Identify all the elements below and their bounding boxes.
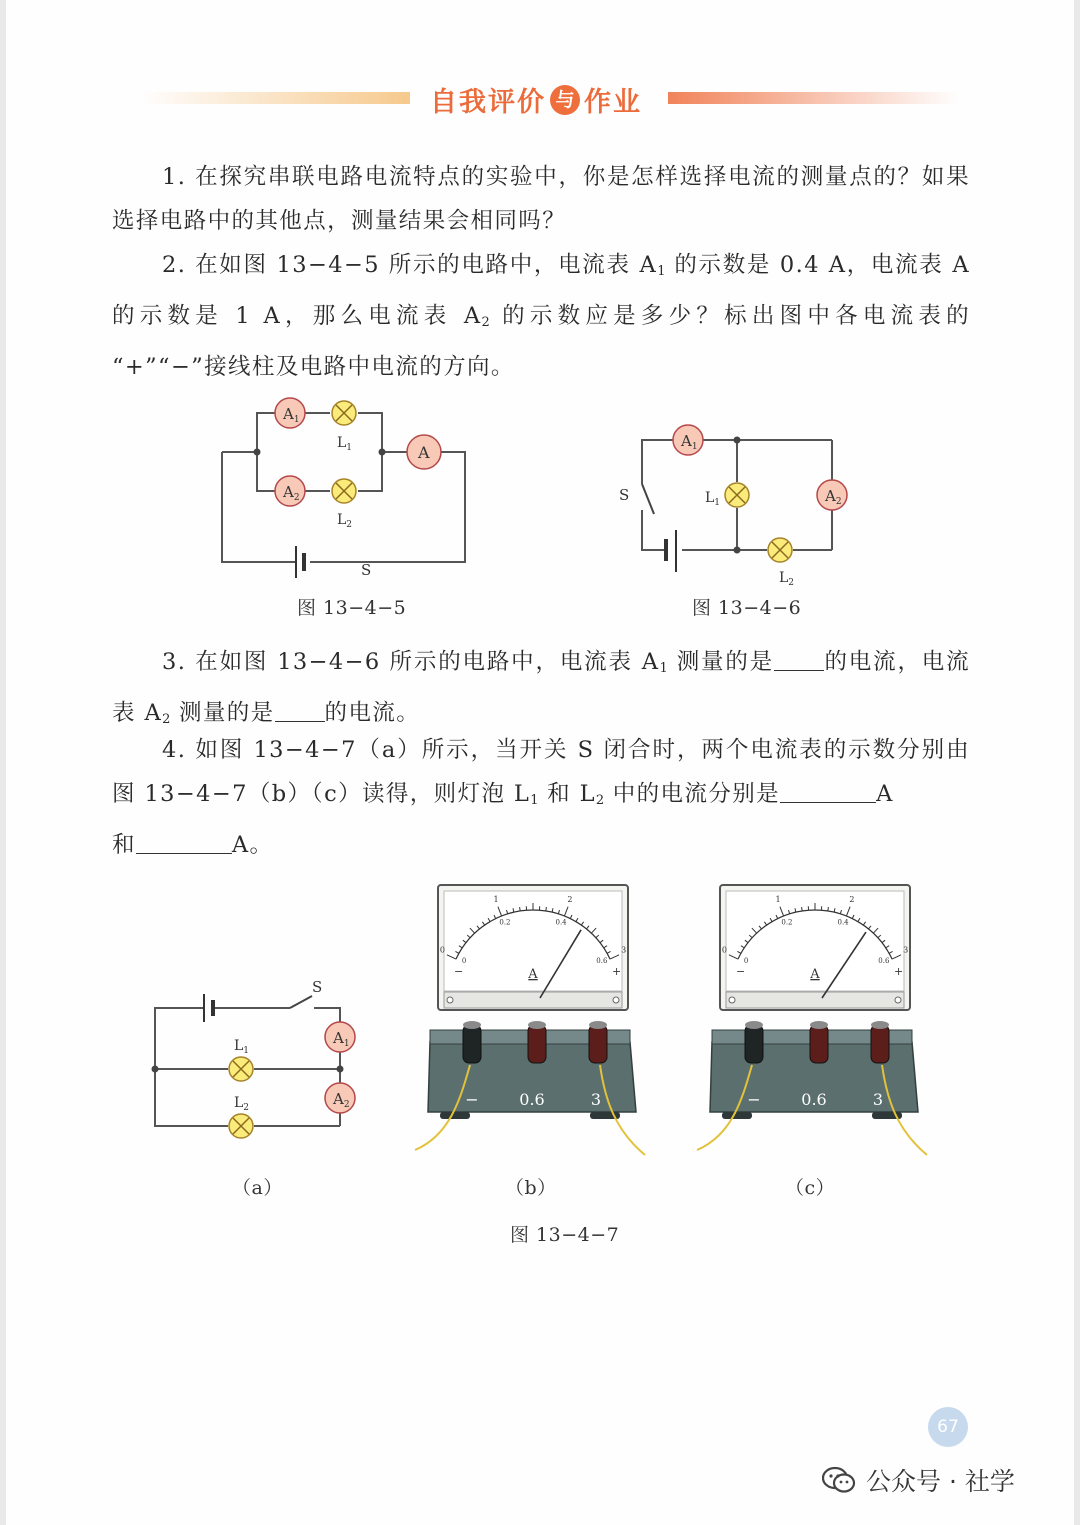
terminal-cap [810,1021,828,1029]
header-bar-left [140,92,410,104]
scale-label-bottom: 0.2 [499,918,511,927]
lamp-l2 [768,538,794,588]
meter-foot [440,1112,470,1119]
scale-label-top: 0 [439,945,445,955]
svg-text:A2: $A_2$ [333,1090,350,1110]
scale-tick [520,907,521,911]
ammeter-a1 [275,398,305,428]
terminal-post [810,1025,828,1063]
scale-label-bottom: 0 [743,956,749,965]
question-3-sub-2: 2 [162,712,171,727]
ammeter-a2 [275,476,305,506]
lamp-l1 [705,483,749,508]
question-4-text-3: 中的电流分别是 [604,781,781,807]
scale-label-top: 2 [849,895,855,905]
scale-label-top: 1 [493,895,499,905]
section-title-connector-badge: 与 [550,85,580,115]
svg-text:A2: $A_2$ [825,487,842,507]
svg-text:A: A [418,443,430,462]
meter-grille [444,992,622,1008]
answer-blank[interactable] [774,652,824,671]
terminal-post [871,1025,889,1063]
question-3 [112,640,970,742]
scale-label-bottom: 0.6 [878,956,890,965]
terminal-post [745,1025,763,1063]
circuit-diagram-13-4-7a [140,970,370,1145]
scale-label-bottom: 0.4 [555,918,567,927]
scale-label-bottom: 0 [461,956,467,965]
scale-label-top: 0 [721,945,727,955]
answer-blank[interactable] [136,835,232,854]
minus-label: − [736,965,746,978]
question-4 [112,728,970,867]
terminal-cap [463,1021,481,1029]
question-4-text-1: 4. 如图 13−4−7（a）所示，当开关 S 闭合时，两个电流表的示数分别由图 13−4−7（b）（c）读得，则灯泡 L [112,737,970,807]
ammeter-a [407,435,441,469]
terminal-cap [745,1021,763,1029]
terminal-cap [528,1021,546,1029]
svg-text:A1: $A_1$ [681,432,698,452]
ammeter-illustration-b [410,880,650,1165]
question-3-text-5: 的电流。 [324,700,421,726]
lamp-l1 [229,1038,253,1081]
question-4-sub-1: 1 [530,793,539,808]
scale-label-bottom: 0.6 [596,956,608,965]
question-2-text-3: 的示数应是多少？标出图中各电流表的 “+”“−”接线柱及电路中电流的方向。 [112,303,970,380]
ammeter-a2 [817,480,847,510]
page-edge-left [0,0,6,1525]
question-3-text-1: 3. 在如图 13−4−6 所示的电路中，电流表 A [162,649,660,675]
question-2-sub-2: 2 [481,315,490,330]
page-edge-right [1074,0,1080,1525]
terminal-label: 0.6 [801,1090,827,1109]
svg-text:L1: $L_1$ [705,490,721,508]
plus-label: + [894,965,904,978]
figure-label-a: （a） [232,1177,283,1199]
question-1 [112,155,970,243]
scale-tick [546,907,547,911]
question-2 [112,243,970,389]
question-4-text-2: 和 L [538,781,596,807]
terminal-post [528,1025,546,1063]
scale-tick [828,907,829,911]
meter-unit-label: A [528,967,538,982]
minus-label: − [454,965,464,978]
terminal-post [589,1025,607,1063]
ammeter-a1 [673,425,703,455]
svg-text:L2: $L_2$ [779,570,795,588]
ammeter-a1 [325,1022,355,1052]
svg-text:A1: $A_1$ [333,1029,350,1049]
svg-text:L1: $L_1$ [337,435,353,453]
svg-text:L2: $L_2$ [337,512,353,530]
section-title-part2: 作业 [584,87,642,118]
watermark [822,1462,1015,1498]
terminal-cap [871,1021,889,1029]
ammeter-illustration-c [692,880,932,1165]
svg-text:L1: $L_1$ [234,1038,250,1056]
lamp-l2 [332,479,356,530]
terminal-post [463,1025,481,1063]
terminal-label: 0.6 [519,1090,545,1109]
scale-tick [802,907,803,911]
scale-label-bottom: 0.2 [781,918,793,927]
section-title [430,80,642,119]
meter-unit-label: A [810,967,820,982]
section-title-part1: 自我评价 [430,87,546,118]
screw [613,997,619,1003]
circuit-diagram-13-4-6 [610,420,860,595]
question-2-text-2: 的示数是 0.4 A，电流表 A 的示数是 1 A，那么电流表 A [112,252,970,329]
scale-label-bottom: 0.4 [837,918,849,927]
meter-foot [722,1112,752,1119]
question-4-text-4: A [876,781,894,807]
figure-label-c: （c） [785,1177,836,1199]
figure-label-b: （b） [505,1177,557,1199]
svg-text:L2: $L_2$ [234,1095,250,1113]
screw [447,997,453,1003]
header-bar-right [668,92,958,104]
switch-s-label: S [619,486,630,504]
svg-text:A2: $A_2$ [283,483,300,503]
lamp-l1 [332,401,356,453]
ammeter-a2 [325,1083,355,1113]
terminal-label: − [465,1090,479,1109]
circuit-diagram-13-4-5 [200,385,500,590]
question-3-text-4: 测量的是 [170,700,275,726]
screw [729,997,735,1003]
plus-label: + [612,965,622,978]
terminal-label: 3 [590,1090,602,1109]
terminal-label: − [747,1090,761,1109]
question-4-text-6: A。 [231,832,274,858]
figure-caption-13-4-5: 图 13−4−5 [297,597,407,619]
question-3-text-3: 的电流，电流表 A [112,649,970,726]
question-3-sub-1: 1 [659,661,668,676]
scale-label-top: 3 [903,945,909,955]
chat-bubbles-icon [822,1466,856,1494]
question-2-text-1: 2. 在如图 13−4−5 所示的电路中，电流表 A [162,252,658,278]
figure-caption-13-4-7: 图 13−4−7 [510,1224,620,1246]
watermark-text: 公众号 · 社学 [866,1467,1015,1496]
terminal-label: 3 [872,1090,884,1109]
question-2-sub-1: 1 [657,264,666,279]
question-3-text-2: 测量的是 [667,649,775,675]
question-1-text: 1. 在探究串联电路电流特点的实验中，你是怎样选择电流的测量点的？如果选择电路中的其他点，测量结果会相同吗？ [112,164,970,234]
meter-grille [726,992,904,1008]
lamp-l2 [229,1095,253,1138]
answer-blank[interactable] [780,784,876,803]
svg-text:A1: $A_1$ [283,405,300,425]
scale-label-top: 2 [567,895,573,905]
screw [895,997,901,1003]
terminal-cap [589,1021,607,1029]
question-4-sub-2: 2 [595,793,605,808]
switch-s-label: S [312,978,323,996]
switch-s-label: S [361,561,372,579]
scale-label-top: 1 [775,895,781,905]
page-number: 67 [928,1407,968,1447]
question-4-text-5: 和 [112,832,136,858]
figure-caption-13-4-6: 图 13−4−6 [692,597,802,619]
answer-blank[interactable] [275,703,325,722]
scale-label-top: 3 [621,945,627,955]
